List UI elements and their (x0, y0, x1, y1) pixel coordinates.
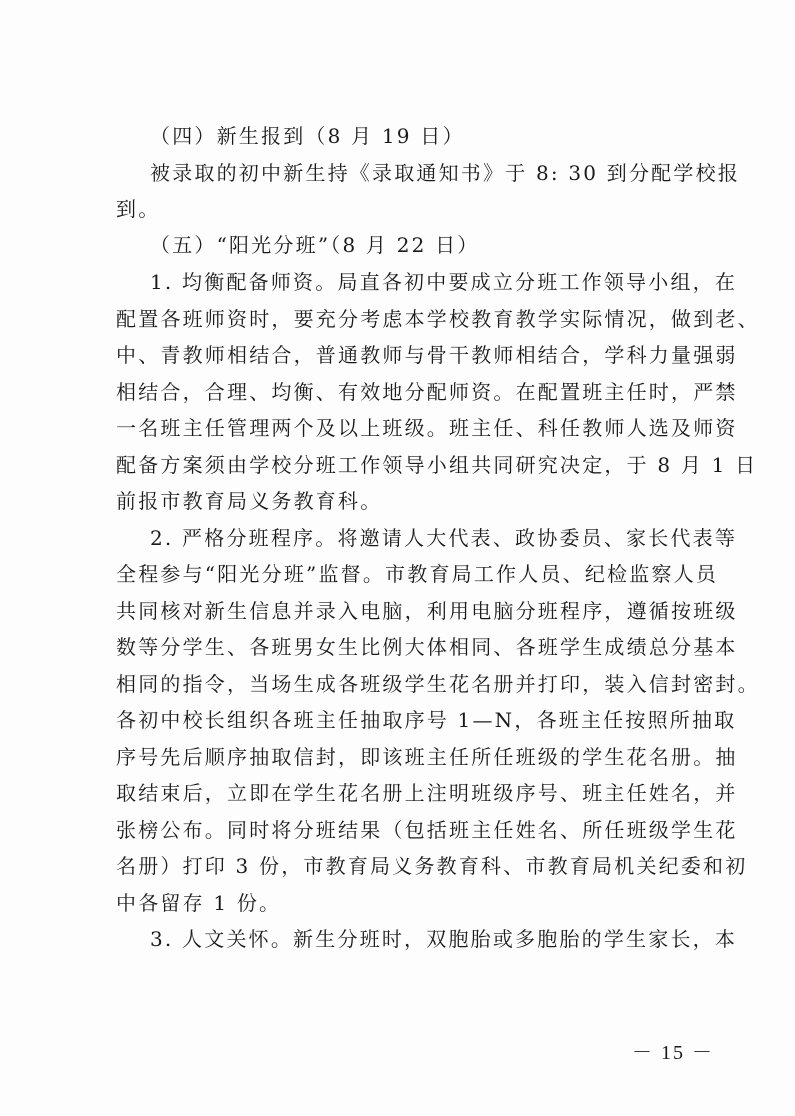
item-1-line-6: 配备方案须由学校分班工作领导小组共同研究决定，于 8 月 1 日 (116, 453, 758, 477)
item-1-line-7: 前报市教育局义务教育科。 (116, 489, 383, 513)
item-2-line-11: 中各留存 1 份。 (116, 891, 282, 915)
item-2-line-4: 数等分学生、各班男女生比例大体相同、各班学生成绩总分基本 (116, 635, 738, 659)
item-2-line-10: 名册）打印 3 份，市教育局义务教育科、市教育局机关纪委和初 (116, 854, 748, 878)
section-4-heading: （四）新生报到（8 月 19 日） (150, 124, 465, 148)
item-3-line-1: 3. 人文关怀。新生分班时，双胞胎或多胞胎的学生家长，本 (150, 927, 738, 951)
item-2-line-1: 2. 严格分班程序。将邀请人大代表、政协委员、家长代表等 (150, 526, 738, 550)
section-4-line-1: 被录取的初中新生持《录取通知书》于 8: 30 到分配学校报 (150, 161, 740, 185)
item-2-line-5: 相同的指令，当场生成各班级学生花名册并打印，装入信封密封。 (116, 672, 760, 696)
page-number: － 15 － (632, 1042, 714, 1064)
item-2-line-7: 序号先后顺序抽取信封，即该班主任所任班级的学生花名册。抽 (116, 745, 738, 769)
item-2-line-3: 共同核对新生信息并录入电脑，利用电脑分班程序，遵循按班级 (116, 599, 738, 623)
item-1-line-5: 一名班主任管理两个及以上班级。班主任、科任教师人选及师资 (116, 416, 738, 440)
item-1-line-3: 中、青教师相结合，普通教师与骨干教师相结合，学科力量强弱 (116, 343, 738, 367)
item-2-line-8: 取结束后，立即在学生花名册上注明班级序号、班主任姓名，并 (116, 781, 738, 805)
section-5-heading: （五）“阳光分班”（8 月 22 日） (150, 233, 480, 257)
item-2-line-9: 张榜公布。同时将分班结果（包括班主任姓名、所任班级学生花 (116, 818, 738, 842)
section-4-line-2: 到。 (116, 197, 161, 221)
item-2-line-6: 各初中校长组织各班主任抽取序号 1—N，各班主任按照所抽取 (116, 708, 737, 732)
item-1-line-1: 1. 均衡配备师资。局直各初中要成立分班工作领导小组，在 (150, 270, 738, 294)
item-2-line-2: 全程参与“阳光分班”监督。市教育局工作人员、纪检监察人员 (116, 562, 719, 586)
item-1-line-4: 相结合，合理、均衡、有效地分配师资。在配置班主任时，严禁 (116, 380, 738, 404)
item-1-line-2: 配置各班师资时，要充分考虑本学校教育教学实际情况，做到老、 (116, 307, 760, 331)
